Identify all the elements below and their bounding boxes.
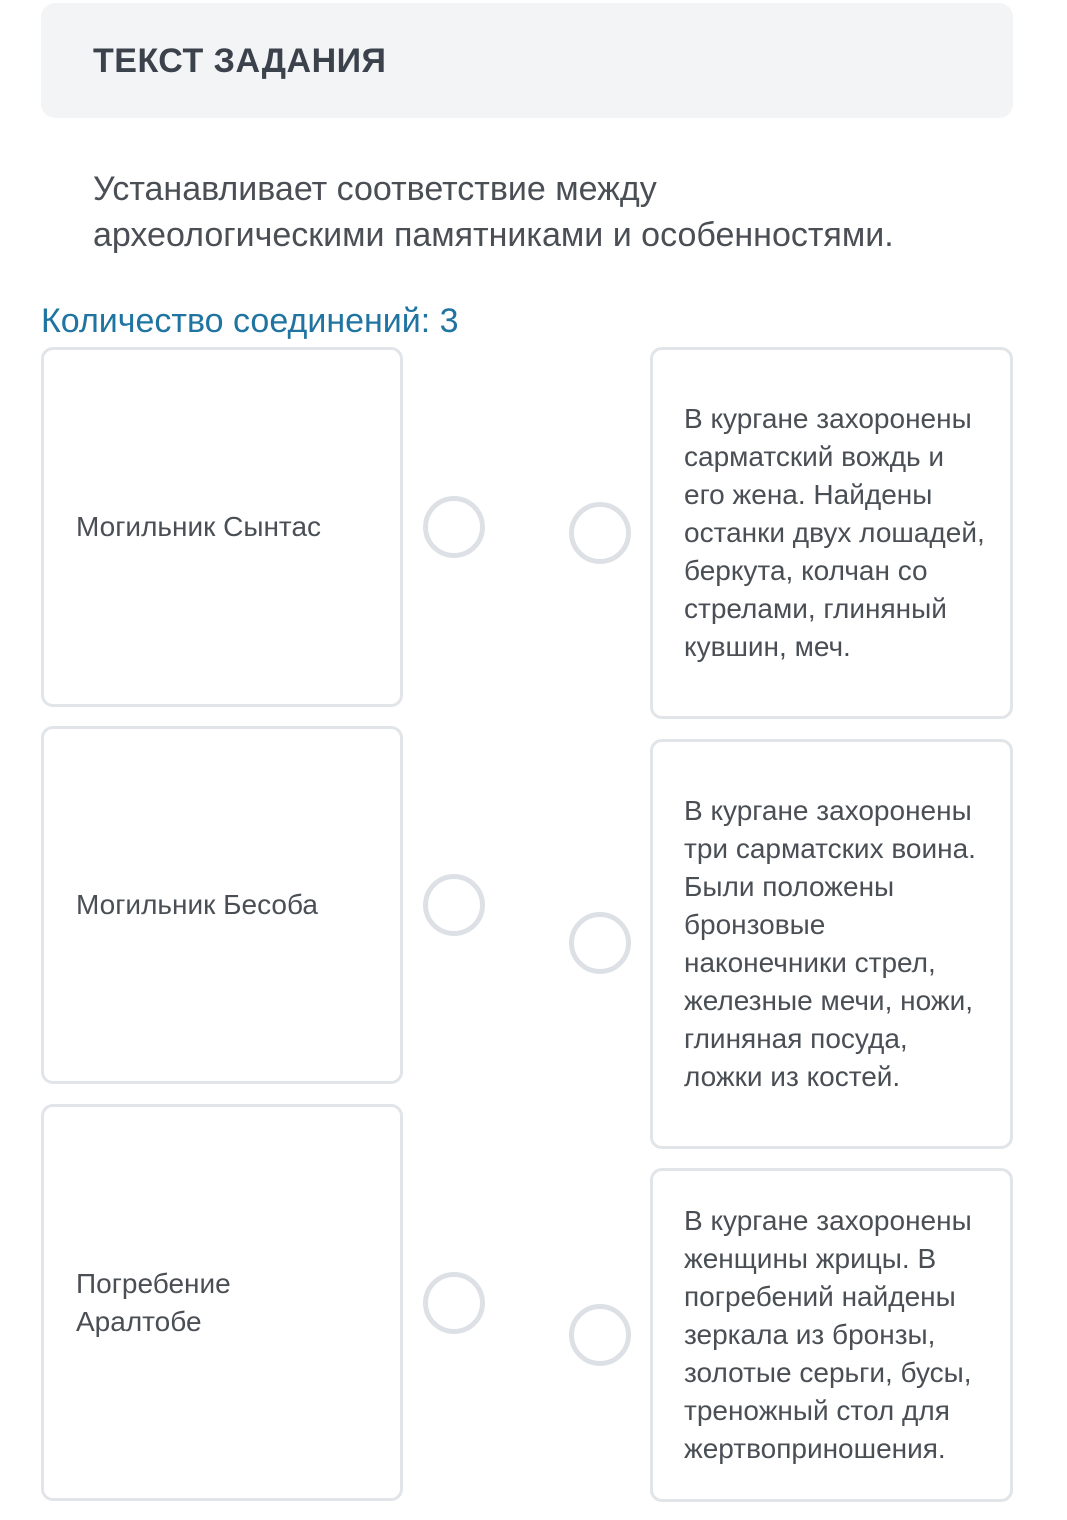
left-item-label: Погребение Аралтобе [76,1267,231,1337]
left-item-card[interactable] [41,347,403,707]
right-connector-circle[interactable] [569,502,631,564]
left-connector-circle[interactable] [423,496,485,558]
question-line-2: археологическими памятниками и особенностями. [93,216,894,254]
left-item-label: Могильник Бесоба [76,889,318,920]
right-item-card[interactable] [650,347,1013,719]
left-item-label: Могильник Сынтас [76,511,322,542]
right-connector-circle[interactable] [569,1304,631,1366]
right-item-label: В кургане захоронены три сарматских воина. Были положены бронзовые наконечники стрел, железные мечи, ножи, глиняная посуда, ложки из костей. [684,795,976,1092]
right-item-card[interactable] [650,1168,1013,1502]
right-item-label: В кургане захоронены женщины жрицы. В погребений найдены зеркала из бронзы, золотые серьги, бусы, треножный стол для жертвоприношения. [684,1205,972,1464]
right-item-label: В кургане захоронены сарматский вождь и его жена. Найдены останки двух лошадей, беркута, колчан со стрелами, глиняный кувшин, меч. [684,403,985,662]
left-item-card[interactable] [41,1104,403,1501]
left-connector-circle[interactable] [423,1272,485,1334]
right-item-card[interactable] [650,739,1013,1149]
left-connector-circle[interactable] [423,874,485,936]
connections-count: Количество соединений: 3 [41,302,459,340]
question-text [93,166,1033,258]
task-header-title: ТЕКСТ ЗАДАНИЯ [93,42,387,80]
question-line-1: Устанавливает соответствие между [93,170,657,208]
right-connector-circle[interactable] [569,912,631,974]
task-header [41,3,1013,118]
left-item-card[interactable] [41,726,403,1084]
